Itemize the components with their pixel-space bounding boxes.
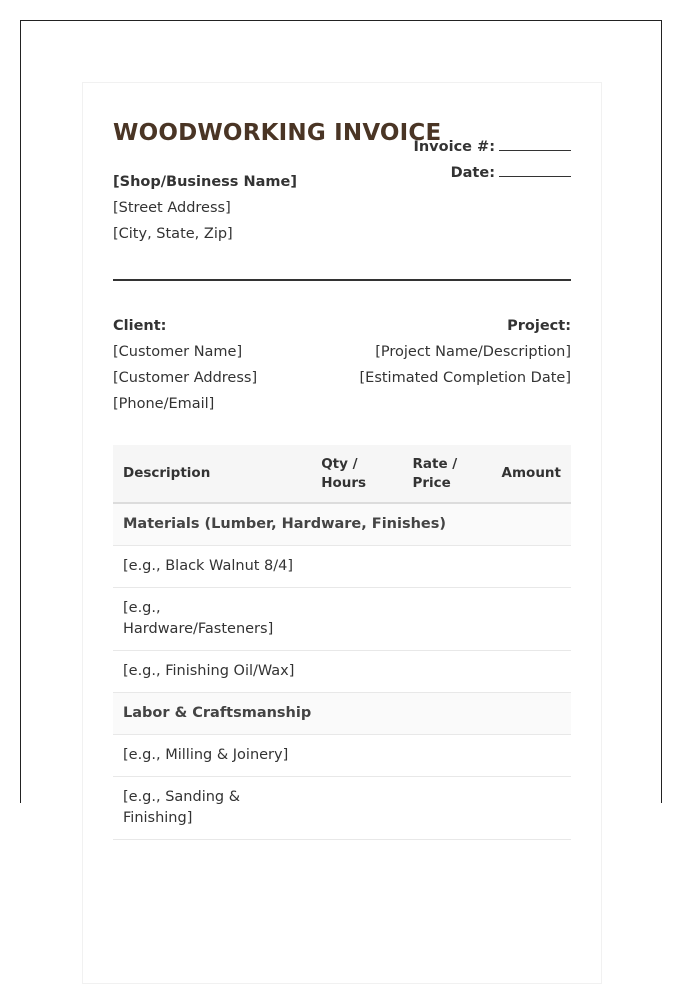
project-info	[360, 313, 572, 391]
client-info	[113, 313, 257, 417]
item-rate	[402, 546, 491, 588]
item-description: [e.g., Black Walnut 8/4]	[113, 546, 311, 588]
header-description: Description	[113, 445, 311, 503]
item-rate	[402, 735, 491, 777]
section-label: Materials (Lumber, Hardware, Finishes)	[113, 503, 571, 546]
item-description: [e.g., Finishing Oil/Wax]	[113, 651, 311, 693]
item-amount	[492, 546, 571, 588]
invoice-page	[82, 82, 602, 984]
item-amount	[492, 588, 571, 651]
header-rate: Rate / Price	[402, 445, 491, 503]
item-qty	[311, 588, 402, 651]
section-row	[113, 693, 571, 735]
invoice-number-row	[413, 134, 571, 160]
line-items-body	[113, 503, 571, 840]
table-row	[113, 588, 571, 651]
header-qty: Qty / Hours	[311, 445, 402, 503]
shop-street: [Street Address]	[113, 200, 231, 216]
project-label: Project:	[507, 318, 571, 334]
item-description: [e.g., Milling & Joinery]	[113, 735, 311, 777]
item-qty	[311, 735, 402, 777]
item-qty	[311, 777, 402, 840]
invoice-date-label: Date:	[450, 165, 495, 181]
item-rate	[402, 588, 491, 651]
document-viewport	[20, 20, 662, 826]
section-row	[113, 503, 571, 546]
invoice-number-label: Invoice #:	[413, 139, 495, 155]
project-name: [Project Name/Description]	[375, 344, 571, 360]
item-amount	[492, 777, 571, 840]
header-divider	[113, 279, 571, 281]
client-label: Client:	[113, 318, 167, 334]
invoice-title: WOODWORKING INVOICE	[113, 120, 442, 146]
shop-info	[113, 169, 297, 247]
invoice-date-blank	[499, 162, 571, 177]
invoice-number-blank	[499, 136, 571, 151]
table-row	[113, 735, 571, 777]
item-qty	[311, 651, 402, 693]
item-amount	[492, 651, 571, 693]
shop-name: [Shop/Business Name]	[113, 174, 297, 190]
line-items-table	[113, 445, 571, 840]
item-description: [e.g., Sanding & Finishing]	[113, 777, 311, 840]
table-row	[113, 546, 571, 588]
client-contact: [Phone/Email]	[113, 396, 215, 412]
client-address: [Customer Address]	[113, 370, 258, 386]
table-row	[113, 777, 571, 840]
item-description: [e.g., Hardware/Fasteners]	[113, 588, 311, 651]
client-name: [Customer Name]	[113, 344, 243, 360]
section-label: Labor & Craftsmanship	[113, 693, 571, 735]
project-completion: [Estimated Completion Date]	[359, 370, 571, 386]
table-row	[113, 651, 571, 693]
header-amount: Amount	[492, 445, 571, 503]
invoice-meta	[413, 134, 571, 186]
item-qty	[311, 546, 402, 588]
item-rate	[402, 651, 491, 693]
item-rate	[402, 777, 491, 840]
item-amount	[492, 735, 571, 777]
table-header-row	[113, 445, 571, 503]
invoice-date-row	[413, 160, 571, 186]
shop-city: [City, State, Zip]	[113, 226, 233, 242]
